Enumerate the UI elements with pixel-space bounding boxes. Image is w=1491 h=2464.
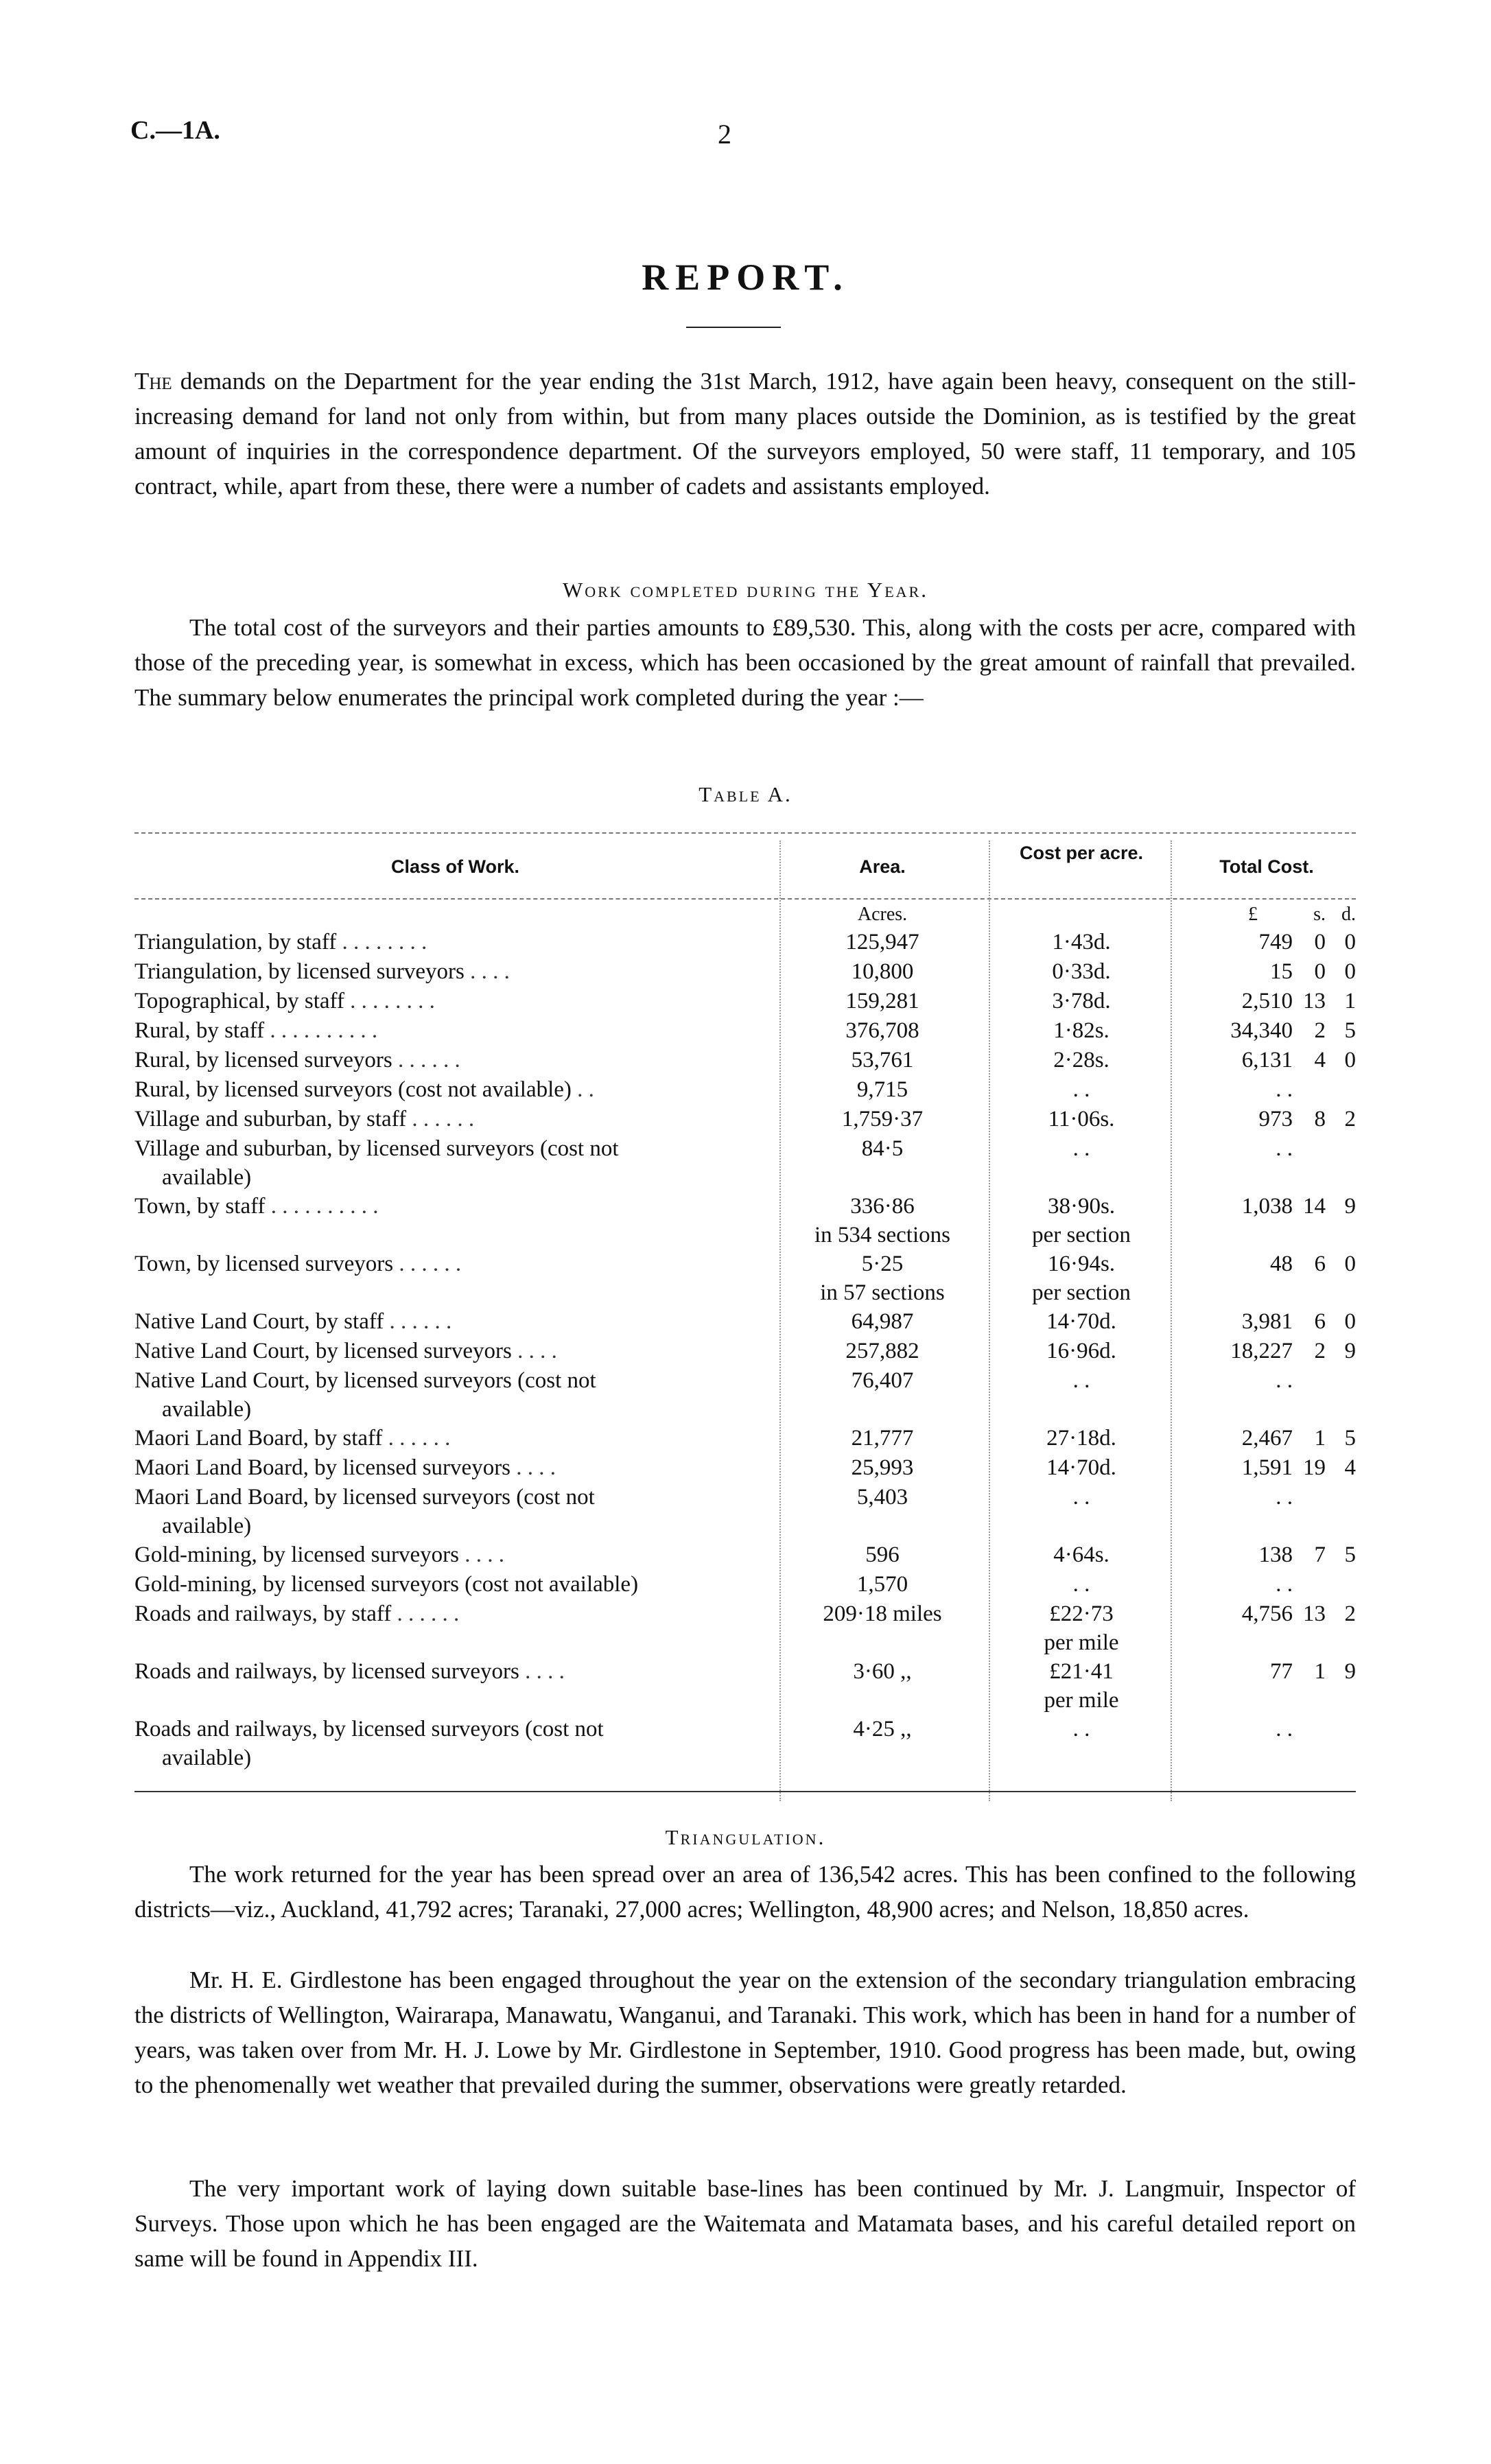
cell-cost-per-acre — [999, 1366, 1164, 1395]
table-row — [134, 1483, 1356, 1540]
table-row — [134, 1424, 1356, 1453]
cell-total-pence: 0 — [1344, 1252, 1356, 1276]
cell-cost-per-acre — [999, 1424, 1164, 1453]
leader-dots: . . . . — [510, 1455, 556, 1480]
class-label: Village and suburban, by staff — [134, 1107, 407, 1131]
area-value: 84·5 — [861, 1136, 904, 1161]
cell-total-shillings: 2 — [1314, 1018, 1326, 1043]
cell-area — [783, 1307, 982, 1336]
cost-value: . . — [1072, 1136, 1090, 1161]
table-row — [134, 1570, 1356, 1599]
cost-value: 2·28s. — [1053, 1048, 1110, 1072]
table-row — [134, 1540, 1356, 1569]
cell-total-shillings: 6 — [1314, 1252, 1326, 1276]
table-top-rule — [134, 832, 1356, 834]
leader-dots: . . . . . . . . . . — [265, 1194, 379, 1219]
cell-cost-per-acre — [999, 1570, 1164, 1599]
leader-dots: . . . . . . — [382, 1426, 451, 1451]
leader-dots: . . . . — [464, 959, 510, 984]
class-label-continued: available) — [162, 1397, 252, 1422]
class-label: Triangulation, by licensed surveyors — [134, 959, 465, 984]
cell-class-of-work — [134, 987, 776, 1016]
cell-total-shillings: 7 — [1314, 1542, 1326, 1567]
cell-area — [783, 928, 982, 957]
table-row — [134, 1075, 1356, 1104]
cost-value: 38·90s. — [1047, 1194, 1116, 1219]
cell-total-shillings: 13 — [1303, 989, 1326, 1013]
class-label: Roads and railways, by staff — [134, 1601, 392, 1626]
area-value: 5,403 — [856, 1485, 908, 1510]
table-caption: Table A. — [698, 782, 793, 806]
work-section-paragraph: The total cost of the surveyors and their parties amounts to £89,530. This, along with the costs per acre, compared with those of the preceding year, is somewhat in excess, which has been occasioned by the great amount of rainfall that prevailed. The summary below enumerates the principal work completed during the year :— — [134, 614, 1356, 711]
cost-value: 0·33d. — [1052, 959, 1111, 984]
cell-class-of-work — [134, 1483, 776, 1540]
cell-area — [783, 1453, 982, 1482]
cost-value: 11·06s. — [1048, 1107, 1115, 1131]
cell-cost-per-acre — [999, 987, 1164, 1016]
cell-total-pence: 0 — [1344, 1048, 1356, 1072]
cell-class-of-work — [134, 1016, 776, 1045]
cell-total-shillings: 19 — [1303, 1455, 1326, 1480]
table-row — [134, 1599, 1356, 1657]
cell-area — [783, 1366, 982, 1395]
header-class-of-work: Class of Work. — [390, 856, 520, 877]
cell-area — [783, 1715, 982, 1744]
cell-cost-per-acre — [999, 1046, 1164, 1075]
cell-total-shillings: 6 — [1314, 1309, 1326, 1334]
leader-dots: . . . . . . . . — [336, 930, 427, 954]
intro-first-word: The — [134, 368, 172, 395]
class-label-continued: available) — [162, 1746, 252, 1770]
area-value: 64,987 — [851, 1309, 914, 1334]
area-value: 10,800 — [851, 959, 914, 984]
cell-cost-per-acre — [999, 957, 1164, 986]
cell-cost-per-acre — [999, 1337, 1164, 1365]
area-value: 4·25 ,, — [853, 1717, 912, 1741]
class-label: Maori Land Board, by licensed surveyors (cost not — [134, 1485, 595, 1510]
area-value: 596 — [865, 1542, 900, 1567]
cell-cost-per-acre — [999, 928, 1164, 957]
cell-total-pence: 1 — [1344, 989, 1356, 1013]
cell-total-pounds: 77 — [1270, 1659, 1293, 1684]
leader-dots: . . . . — [458, 1542, 504, 1567]
cell-total-pounds: 1,038 — [1241, 1194, 1293, 1219]
class-label: Triangulation, by staff — [134, 930, 337, 954]
table-row — [134, 1307, 1356, 1336]
cell-total-pounds: . . — [1276, 1717, 1293, 1741]
cell-total-shillings: 0 — [1314, 959, 1326, 984]
area-value: 1,759·37 — [841, 1107, 924, 1131]
cost-value: £22·73 — [1049, 1601, 1114, 1626]
cell-total-pence: 5 — [1344, 1018, 1356, 1043]
cost-value: . . — [1072, 1572, 1090, 1597]
cost-value: 1·43d. — [1052, 930, 1111, 954]
cell-area — [783, 1249, 982, 1307]
table-row — [134, 1453, 1356, 1482]
leader-dots: . . . . — [511, 1339, 557, 1363]
cell-class-of-work — [134, 1540, 776, 1569]
table-row — [134, 1657, 1356, 1715]
cell-total-pounds: . . — [1276, 1077, 1293, 1102]
header-total-cost: Total Cost. — [1219, 856, 1314, 877]
class-label: Town, by staff — [134, 1194, 266, 1219]
cell-area — [783, 1016, 982, 1045]
cell-class-of-work — [134, 1192, 776, 1221]
leader-dots: . . . . — [519, 1659, 565, 1684]
cell-area — [783, 957, 982, 986]
area-value: 21,777 — [851, 1426, 914, 1451]
cell-total-pounds: 1,591 — [1241, 1455, 1293, 1480]
cell-total-pounds: . . — [1276, 1485, 1293, 1510]
area-value: 336·86 — [850, 1194, 915, 1219]
cell-cost-per-acre — [999, 1599, 1164, 1657]
cell-total-pounds: 2,510 — [1241, 989, 1293, 1013]
area-value: 9,715 — [856, 1077, 908, 1102]
cell-area — [783, 1540, 982, 1569]
unit-shillings: s. — [1313, 904, 1326, 925]
cell-class-of-work — [134, 1453, 776, 1482]
document-reference: C.—1A. — [130, 116, 220, 145]
table-row — [134, 1105, 1356, 1134]
cell-class-of-work — [134, 1046, 776, 1075]
cell-cost-per-acre — [999, 1540, 1164, 1569]
header-area: Area. — [859, 856, 906, 877]
leader-dots: . . . . . . . . . . — [264, 1018, 378, 1043]
unit-pounds: £ — [1248, 904, 1258, 925]
cell-area — [783, 1424, 982, 1453]
page-number: 2 — [718, 119, 731, 150]
cell-class-of-work — [134, 1105, 776, 1134]
cell-cost-per-acre — [999, 1453, 1164, 1482]
area-value: 1,570 — [856, 1572, 908, 1597]
class-label: Native Land Court, by staff — [134, 1309, 384, 1334]
cell-cost-per-acre — [999, 1715, 1164, 1744]
class-label: Maori Land Board, by licensed surveyors — [134, 1455, 511, 1480]
cell-total-pounds: 15 — [1270, 959, 1293, 984]
cell-cost-per-acre — [999, 1016, 1164, 1045]
cell-cost-per-acre — [999, 1483, 1164, 1512]
table-row — [134, 1249, 1356, 1307]
class-label: Native Land Court, by licensed surveyors (cost not — [134, 1368, 596, 1393]
cell-total-pence: 5 — [1344, 1426, 1356, 1451]
table-row — [134, 1134, 1356, 1192]
cell-total-pounds: 2,467 — [1241, 1426, 1293, 1451]
cell-area — [783, 1599, 982, 1628]
area-note: in 534 sections — [814, 1223, 950, 1247]
cell-total-pounds: 6,131 — [1241, 1048, 1293, 1072]
cost-value: . . — [1072, 1717, 1090, 1741]
table-row — [134, 1715, 1356, 1772]
area-value: 376,708 — [845, 1018, 919, 1043]
cell-area — [783, 1046, 982, 1075]
cell-cost-per-acre — [999, 1249, 1164, 1307]
cost-value: . . — [1072, 1485, 1090, 1510]
work-section-heading: Work completed during the Year. — [562, 578, 928, 602]
cell-cost-per-acre — [999, 1192, 1164, 1249]
cell-total-pence: 5 — [1344, 1542, 1356, 1567]
cell-area — [783, 1192, 982, 1249]
area-value: 53,761 — [851, 1048, 914, 1072]
cell-cost-per-acre — [999, 1134, 1164, 1163]
cell-total-shillings: 13 — [1303, 1601, 1326, 1626]
table-a — [134, 827, 1356, 1801]
class-label: Native Land Court, by licensed surveyors — [134, 1339, 512, 1363]
class-label: Rural, by licensed surveyors — [134, 1048, 392, 1072]
cell-total-pounds: 34,340 — [1230, 1018, 1293, 1043]
cell-class-of-work — [134, 1249, 776, 1278]
class-label: Maori Land Board, by staff — [134, 1426, 383, 1451]
triangulation-heading: Triangulation. — [665, 1825, 826, 1849]
leader-dots: . . — [571, 1077, 594, 1102]
table-row — [134, 1366, 1356, 1424]
class-label: Roads and railways, by licensed surveyors — [134, 1659, 519, 1684]
table-bottom-rule — [134, 1791, 1356, 1792]
cost-note: per section — [1032, 1280, 1131, 1305]
table-row — [134, 1046, 1356, 1075]
cell-cost-per-acre — [999, 1075, 1164, 1104]
cell-area — [783, 1075, 982, 1104]
cell-total-pence: 9 — [1344, 1194, 1356, 1219]
cell-class-of-work — [134, 1599, 776, 1628]
cell-total-pence: 0 — [1344, 959, 1356, 984]
leader-dots: . . . . . . — [393, 1252, 462, 1276]
cell-total-pounds: 4,756 — [1241, 1601, 1293, 1626]
cell-area — [783, 1570, 982, 1599]
area-value: 5·25 — [861, 1252, 904, 1276]
cell-class-of-work — [134, 1075, 776, 1104]
intro-paragraph — [134, 364, 1356, 504]
class-label-continued: available) — [162, 1514, 252, 1538]
cost-value: 1·82s. — [1053, 1018, 1110, 1043]
cell-area — [783, 1483, 982, 1512]
cell-class-of-work — [134, 1134, 776, 1192]
cell-total-pounds: 749 — [1258, 930, 1293, 954]
cell-total-shillings: 1 — [1314, 1659, 1326, 1684]
area-value: 125,947 — [845, 930, 919, 954]
table-row — [134, 987, 1356, 1016]
report-title: REPORT. — [642, 257, 849, 298]
leader-dots: . . . . . . — [391, 1601, 460, 1626]
cost-note: per mile — [1044, 1688, 1119, 1713]
cost-value: £21·41 — [1049, 1659, 1114, 1684]
cell-total-pounds: 48 — [1270, 1252, 1293, 1276]
cell-area — [783, 1337, 982, 1365]
unit-acres: Acres. — [857, 904, 908, 925]
table-row — [134, 1192, 1356, 1249]
leader-dots: . . . . . . . . — [344, 989, 435, 1013]
cell-cost-per-acre — [999, 1657, 1164, 1715]
class-label: Gold-mining, by licensed surveyors (cost not available) — [134, 1572, 639, 1597]
table-row — [134, 1016, 1356, 1045]
cost-value: . . — [1072, 1077, 1090, 1102]
area-note: in 57 sections — [820, 1280, 945, 1305]
cell-total-pence: 9 — [1344, 1659, 1356, 1684]
class-label: Gold-mining, by licensed surveyors — [134, 1542, 459, 1567]
leader-dots: . . . . . . — [406, 1107, 475, 1131]
cell-class-of-work — [134, 1337, 776, 1365]
cell-total-pence: 9 — [1344, 1339, 1356, 1363]
class-label: Rural, by licensed surveyors (cost not available) — [134, 1077, 572, 1102]
cell-cost-per-acre — [999, 1307, 1164, 1336]
cell-total-pounds: . . — [1276, 1368, 1293, 1393]
cell-area — [783, 987, 982, 1016]
cell-total-shillings: 4 — [1314, 1048, 1326, 1072]
class-label-continued: available) — [162, 1165, 252, 1190]
cell-class-of-work — [134, 957, 776, 986]
leader-dots: . . . . . . — [392, 1048, 460, 1072]
cost-value: 14·70d. — [1046, 1455, 1116, 1480]
cost-value: 27·18d. — [1046, 1426, 1116, 1451]
leader-dots: . . . . . . — [384, 1309, 452, 1334]
triangulation-paragraph-3: The very important work of laying down suitable base-lines has been continued by Mr. J. Langmuir, Inspector of Surveys. Those upon which he has been engaged are the Waitemata and Matamata bases, and his careful detailed report on same will be found in Appendix III. — [134, 2175, 1356, 2272]
cost-value: 14·70d. — [1046, 1309, 1116, 1334]
cost-note: per mile — [1044, 1630, 1119, 1655]
class-label: Topographical, by staff — [134, 989, 344, 1013]
cell-class-of-work — [134, 1657, 776, 1686]
area-value: 3·60 ,, — [853, 1659, 912, 1684]
cell-total-pence: 2 — [1344, 1107, 1356, 1131]
cell-total-shillings: 0 — [1314, 930, 1326, 954]
area-value: 159,281 — [845, 989, 919, 1013]
cell-class-of-work — [134, 1307, 776, 1336]
cost-value: 16·94s. — [1047, 1252, 1116, 1276]
cell-class-of-work — [134, 1366, 776, 1424]
cost-value: 4·64s. — [1053, 1542, 1110, 1567]
cost-note: per section — [1032, 1223, 1131, 1247]
class-label: Rural, by staff — [134, 1018, 265, 1043]
unit-pence: d. — [1341, 904, 1356, 925]
table-row — [134, 1337, 1356, 1365]
cell-total-pounds: 3,981 — [1241, 1309, 1293, 1334]
class-label: Roads and railways, by licensed surveyors (cost not — [134, 1717, 604, 1741]
cell-class-of-work — [134, 1570, 776, 1599]
cell-area — [783, 1134, 982, 1163]
area-value: 209·18 miles — [823, 1601, 942, 1626]
triangulation-paragraph-1: The work returned for the year has been spread over an area of 136,542 acres. This has been confined to the following districts—viz., Auckland, 41,792 acres; Taranaki, 27,000 acres; Wellington, 48,900 acres; and Nelson, 18,850 acres. — [134, 1861, 1356, 1923]
cell-total-shillings: 1 — [1314, 1426, 1326, 1451]
cell-total-pounds: 973 — [1258, 1107, 1293, 1131]
cell-total-pence: 0 — [1344, 930, 1356, 954]
title-divider — [686, 327, 781, 328]
cost-value: 3·78d. — [1052, 989, 1111, 1013]
cell-total-pence: 4 — [1344, 1455, 1356, 1480]
table-header-rule — [134, 898, 1356, 900]
cell-total-shillings: 14 — [1303, 1194, 1326, 1219]
cell-cost-per-acre — [999, 1105, 1164, 1134]
table-row — [134, 928, 1356, 957]
intro-text: demands on the Department for the year ending the 31st March, 1912, have again been heavy, consequent on the still-increasing demand for land not only from within, but from many places outside the Dominion, as is testified by the great amount of inquiries in the correspondence department. Of the surveyors employed, 50 were staff, 11 temporary, and 105 contract, while, apart from these, there were a number of cadets and assistants employed. — [134, 368, 1356, 500]
cost-value: 16·96d. — [1046, 1339, 1116, 1363]
cell-total-pence: 0 — [1344, 1309, 1356, 1334]
cell-total-shillings: 2 — [1314, 1339, 1326, 1363]
cost-value: . . — [1072, 1368, 1090, 1393]
cell-total-pounds: 18,227 — [1230, 1339, 1293, 1363]
cell-area — [783, 1657, 982, 1686]
table-row — [134, 957, 1356, 986]
cell-class-of-work — [134, 928, 776, 957]
cell-total-pounds: . . — [1276, 1136, 1293, 1161]
cell-total-shillings: 8 — [1314, 1107, 1326, 1131]
cell-total-pounds: . . — [1276, 1572, 1293, 1597]
cell-class-of-work — [134, 1715, 776, 1772]
area-value: 25,993 — [851, 1455, 914, 1480]
class-label: Village and suburban, by licensed surveyors (cost not — [134, 1136, 619, 1161]
class-label: Town, by licensed surveyors — [134, 1252, 394, 1276]
cell-total-pence: 2 — [1344, 1601, 1356, 1626]
cell-area — [783, 1105, 982, 1134]
area-value: 76,407 — [851, 1368, 914, 1393]
triangulation-paragraph-2: Mr. H. E. Girdlestone has been engaged throughout the year on the extension of the secondary triangulation embracing the districts of Wellington, Wairarapa, Manawatu, Wanganui, and Taranaki. This work, which has been in hand for a number of years, was taken over from Mr. H. J. Lowe by Mr. Girdlestone in September, 1910. Good progress has been made, but, owing to the phenomenally wet weather that prevailed during the summer, observations were greatly retarded. — [134, 1967, 1356, 2098]
cell-total-pounds: 138 — [1258, 1542, 1293, 1567]
cell-class-of-work — [134, 1424, 776, 1453]
area-value: 257,882 — [845, 1339, 919, 1363]
header-cost-per-acre: Cost per acre. — [1019, 843, 1144, 863]
